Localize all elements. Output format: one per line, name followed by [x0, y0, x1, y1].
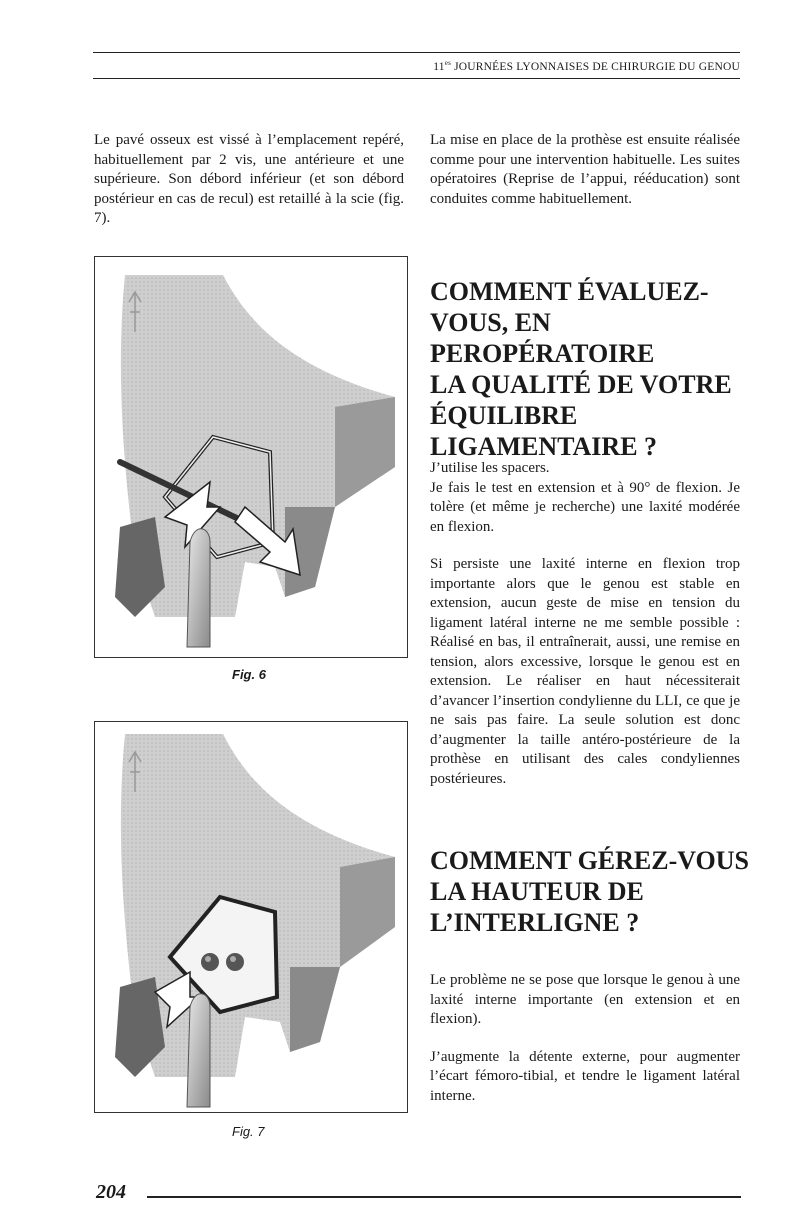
section-1-body	[430, 459, 740, 807]
header-volume-suffix: es	[444, 59, 451, 67]
screw-1	[201, 953, 219, 971]
heading-line: COMMENT GÉREZ-VOUS	[430, 846, 749, 875]
section-heading-2	[430, 845, 750, 938]
page-number: 204	[96, 1181, 126, 1203]
tibia-peg	[187, 529, 210, 647]
figure-6-illustration	[95, 257, 407, 657]
paragraph: Si persiste une laxité interne en flexion trop importante alors que le genou est stable en extension, aucun geste de mise en tension du ligament latéral interne ne me semble possible : Réalisé en bas, il entraînerait, aussi, une remise en tension, alors excessive, lorsque le genou est en extension. Le réaliser en haut nécessiterait d’avancer l’insertion condylienne du LLI, ce que je ne sais pas faire. La seule solution est donc d’augmenter la taille antéro-postérieure de la prothèse en utilisant des cales condyliennes postérieures.	[430, 556, 740, 787]
figure-7-caption: Fig. 7	[232, 1124, 265, 1139]
heading-line: LIGAMENTAIRE ?	[430, 432, 658, 461]
paragraph: J’augmente la détente externe, pour augmenter l’écart fémoro-tibial, et tendre le ligament latéral interne.	[430, 1048, 740, 1104]
heading-line: LA QUALITÉ DE VOTRE	[430, 370, 732, 399]
running-header	[433, 59, 740, 73]
section-heading-1	[430, 276, 750, 462]
femur-side-shade	[340, 857, 395, 967]
figure-6	[94, 256, 408, 658]
heading-line: ÉQUILIBRE	[430, 401, 578, 430]
left-intro	[94, 131, 404, 247]
heading-line: COMMENT ÉVALUEZ-	[430, 277, 709, 306]
right-intro	[430, 131, 740, 227]
section-2-body	[430, 971, 740, 1124]
heading-line: VOUS, EN PEROPÉRATOIRE	[430, 308, 655, 368]
femur-bottom-shade	[290, 967, 340, 1052]
screw-2	[226, 953, 244, 971]
paragraph: J’utilise les spacers.	[430, 460, 550, 476]
header-volume-number: 11	[433, 60, 445, 73]
paragraph: La mise en place de la prothèse est ensuite réalisée comme pour une intervention habituelle. Les suites opératoires (Reprise de l’appui, rééducation) sont conduites comme habituellement.	[430, 132, 740, 207]
paragraph: Je fais le test en extension et à 90° de flexion. Je tolère (et même je recherche) une laxité modérée en flexion.	[430, 479, 740, 535]
header-rule-top	[93, 52, 740, 53]
header-rule-bottom	[93, 78, 740, 79]
heading-line: L’INTERLIGNE ?	[430, 908, 640, 937]
header-title: JOURNÉES LYONNAISES DE CHIRURGIE DU GENOU	[454, 60, 740, 73]
figure-7	[94, 721, 408, 1113]
figure-6-caption: Fig. 6	[232, 667, 266, 682]
heading-line: LA HAUTEUR DE	[430, 877, 644, 906]
femur-side-shade	[335, 397, 395, 507]
paragraph: Le pavé osseux est vissé à l’emplacement repéré, habituellement par 2 vis, une antérieure et une supérieure. Son débord inférieur (et son débord postérieur en cas de recul) est retaillé à la scie (fig. 7).	[94, 132, 404, 226]
footer-rule	[147, 1196, 741, 1198]
tibia-peg	[187, 994, 210, 1107]
paragraph: Le problème ne se pose que lorsque le genou à une laxité interne importante (en extension et en flexion).	[430, 972, 740, 1027]
figure-7-illustration	[95, 722, 407, 1112]
